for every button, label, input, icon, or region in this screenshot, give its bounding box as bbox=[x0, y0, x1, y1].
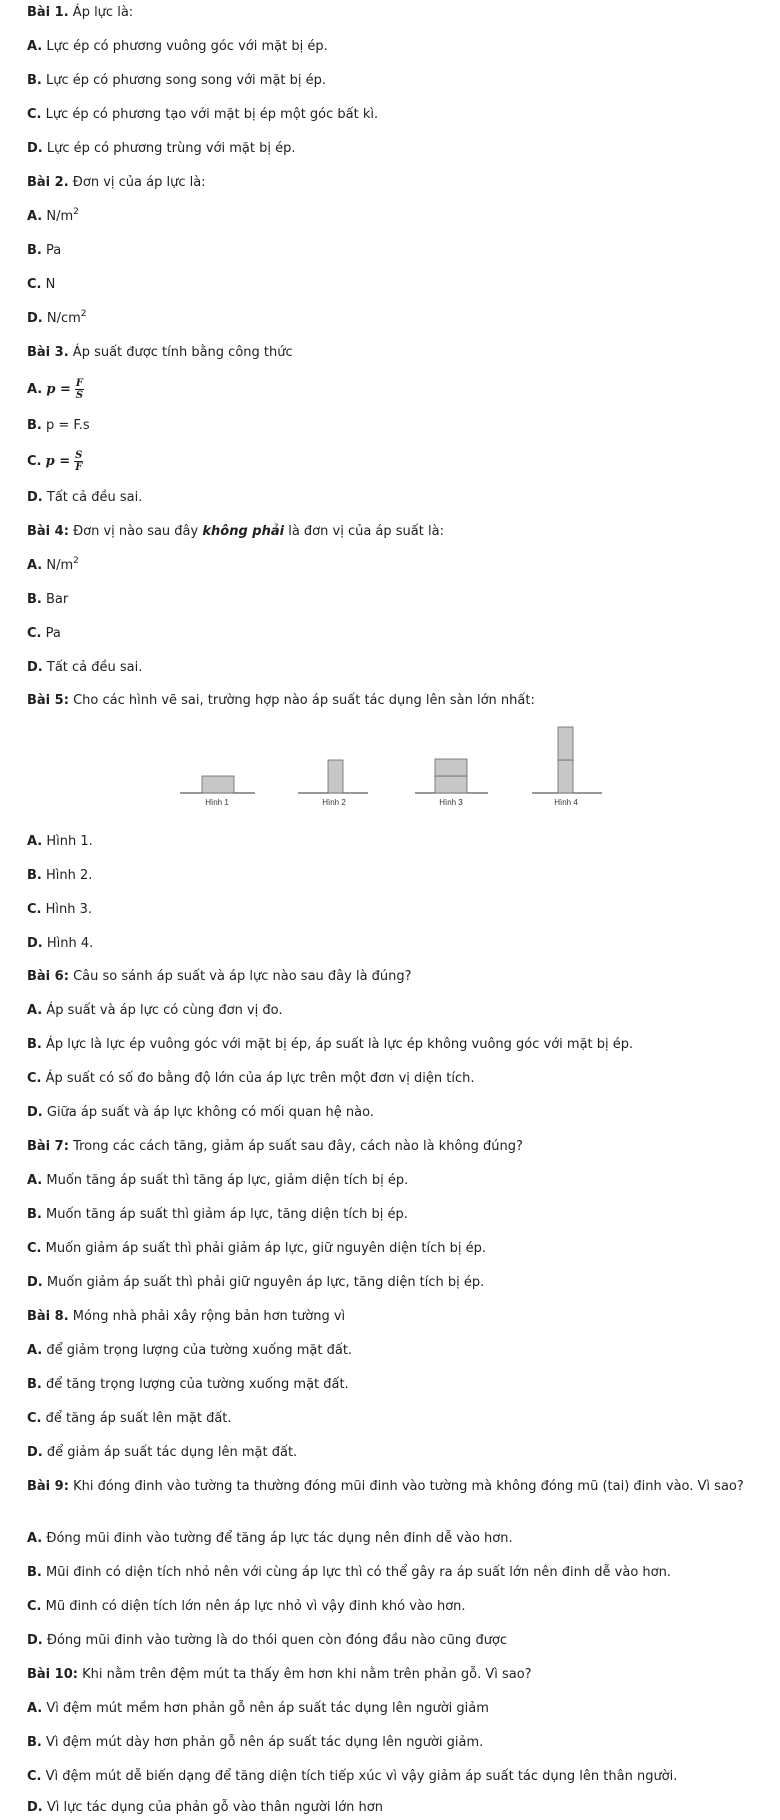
q5-option-a: A. Hình 1. bbox=[27, 834, 93, 849]
q6-option-a: A. Áp suất và áp lực có cùng đơn vị đo. bbox=[27, 1003, 283, 1018]
fraction-s-over-f: $\frac{S}{F}$ bbox=[75, 450, 83, 473]
q2-option-d: D. $N/cm^2$ bbox=[27, 309, 87, 326]
q4-question: Bài 4: Đơn vị nào sau đây không phải là đơn vị của áp suất là: bbox=[27, 524, 444, 539]
q10-option-c: C. Vì đệm mút dễ biến dạng để tăng diện tích tiếp xúc vì vậy giảm áp suất tác dụng lên thân người. bbox=[27, 1769, 678, 1784]
q5-option-c: C. Hình 3. bbox=[27, 902, 93, 917]
brick-bottom bbox=[558, 760, 573, 793]
figure-4-caption: Hình 4 bbox=[554, 798, 578, 807]
q3-option-a: A. p = $\frac{F}{S}$ bbox=[27, 378, 84, 401]
q2-option-a: A. $N/m^2$ bbox=[27, 207, 79, 224]
q4-option-b: B. Bar bbox=[27, 592, 69, 607]
q4-option-a: A. $N/m^2$ bbox=[27, 556, 79, 573]
q9-question: Bài 9: Khi đóng đinh vào tường ta thường đóng mũi đinh vào tường mà không đóng mũ (tai) đinh vào. Vì sao? bbox=[27, 1479, 744, 1494]
q5-option-b: B. Hình 2. bbox=[27, 868, 93, 883]
q6-option-d: D. Giữa áp suất và áp lực không có mối quan hệ nào. bbox=[27, 1105, 374, 1120]
q1-option-b: B. Lực ép có phương song song với mặt bị ép. bbox=[27, 73, 327, 88]
q8-option-b: B. để tăng trọng lượng của tường xuống mặt đất. bbox=[27, 1377, 349, 1392]
q1-option-a: A. Lực ép có phương vuông góc với mặt bị ép. bbox=[27, 39, 328, 54]
q8-option-a: A. để giảm trọng lượng của tường xuống mặt đất. bbox=[27, 1343, 353, 1358]
brick bbox=[202, 776, 234, 793]
figure-1-caption: Hình 1 bbox=[205, 798, 229, 807]
figure-3 bbox=[415, 759, 488, 807]
q3-option-d: D. Tất cả đều sai. bbox=[27, 490, 143, 505]
q10-option-d: D. Vì lực tác dụng của phản gỗ vào thân người lớn hơn bbox=[27, 1800, 383, 1815]
figure-4 bbox=[532, 727, 602, 807]
brick-top bbox=[558, 727, 573, 760]
q7-option-c: C. Muốn giảm áp suất thì phải giảm áp lực, giữ nguyên diện tích bị ép. bbox=[27, 1241, 486, 1256]
q3-option-c: C. p = $\frac{S}{F}$ bbox=[27, 450, 83, 473]
pressure-figure bbox=[170, 720, 610, 820]
q3-option-b: B. p = F.s bbox=[27, 418, 90, 433]
q10-question: Bài 10: Khi nằm trên đệm mút ta thấy êm hơn khi nằm trên phản gỗ. Vì sao? bbox=[27, 1667, 532, 1682]
figure-2-caption: Hình 2 bbox=[322, 798, 346, 807]
q6-question: Bài 6: Câu so sánh áp suất và áp lực nào sau đây là đúng? bbox=[27, 969, 412, 984]
q4-option-c: C. Pa bbox=[27, 626, 61, 641]
q7-question: Bài 7: Trong các cách tăng, giảm áp suất sau đây, cách nào là không đúng? bbox=[27, 1139, 523, 1154]
q7-option-a: A. Muốn tăng áp suất thì tăng áp lực, giảm diện tích bị ép. bbox=[27, 1173, 409, 1188]
q7-option-d: D. Muốn giảm áp suất thì phải giữ nguyên áp lực, tăng diện tích bị ép. bbox=[27, 1275, 485, 1290]
brick bbox=[328, 760, 343, 793]
q9-option-a: A. Đóng mũi đinh vào tường để tăng áp lực tác dụng nên đinh dễ vào hơn. bbox=[27, 1531, 513, 1546]
q2-question: Bài 2. Đơn vị của áp lực là: bbox=[27, 175, 206, 190]
q9-option-b: B. Mũi đinh có diện tích nhỏ nên với cùng áp lực thì có thể gây ra áp suất lớn nên đinh dễ vào hơn. bbox=[27, 1565, 671, 1580]
q5-question: Bài 5: Cho các hình vẽ sai, trường hợp nào áp suất tác dụng lên sàn lớn nhất: bbox=[27, 693, 535, 708]
figure-2 bbox=[298, 760, 368, 807]
fraction-f-over-s: $\frac{F}{S}$ bbox=[75, 378, 84, 401]
q8-option-d: D. để giảm áp suất tác dụng lên mặt đất. bbox=[27, 1445, 298, 1460]
q10-option-b: B. Vì đệm mút dày hơn phản gỗ nên áp suất tác dụng lên người giảm. bbox=[27, 1735, 484, 1750]
q7-option-b: B. Muốn tăng áp suất thì giảm áp lực, tăng diện tích bị ép. bbox=[27, 1207, 408, 1222]
figure-1 bbox=[180, 776, 255, 807]
q1-option-c: C. Lực ép có phương tạo với mặt bị ép một góc bất kì. bbox=[27, 107, 379, 122]
q9-option-c: C. Mũ đinh có diện tích lớn nên áp lực nhỏ vì vậy đinh khó vào hơn. bbox=[27, 1599, 466, 1614]
q8-option-c: C. để tăng áp suất lên mặt đất. bbox=[27, 1411, 232, 1426]
q9-option-d: D. Đóng mũi đinh vào tường là do thói quen còn đóng đầu nào cũng được bbox=[27, 1633, 508, 1648]
q1-question: Bài 1. Áp lực là: bbox=[27, 5, 134, 20]
brick-top bbox=[435, 759, 467, 776]
q8-question: Bài 8. Móng nhà phải xây rộng bản hơn tường vì bbox=[27, 1309, 346, 1324]
q3-question: Bài 3. Áp suất được tính bằng công thức bbox=[27, 345, 293, 360]
q4-option-d: D. Tất cả đều sai. bbox=[27, 660, 143, 675]
q5-option-d: D. Hình 4. bbox=[27, 936, 94, 951]
q6-option-b: B. Áp lực là lực ép vuông góc với mặt bị ép, áp suất là lực ép không vuông góc với mặt bị ép. bbox=[27, 1037, 634, 1052]
q2-option-b: B. Pa bbox=[27, 243, 62, 258]
q2-option-c: C. N bbox=[27, 277, 56, 292]
figure-3-caption: Hình 3 bbox=[439, 798, 463, 807]
q6-option-c: C. Áp suất có số đo bằng độ lớn của áp lực trên một đơn vị diện tích. bbox=[27, 1071, 475, 1086]
q10-option-a: A. Vì đệm mút mềm hơn phản gỗ nên áp suất tác dụng lên người giảm bbox=[27, 1701, 489, 1716]
brick-bottom bbox=[435, 776, 467, 793]
q1-option-d: D. Lực ép có phương trùng với mặt bị ép. bbox=[27, 141, 296, 156]
